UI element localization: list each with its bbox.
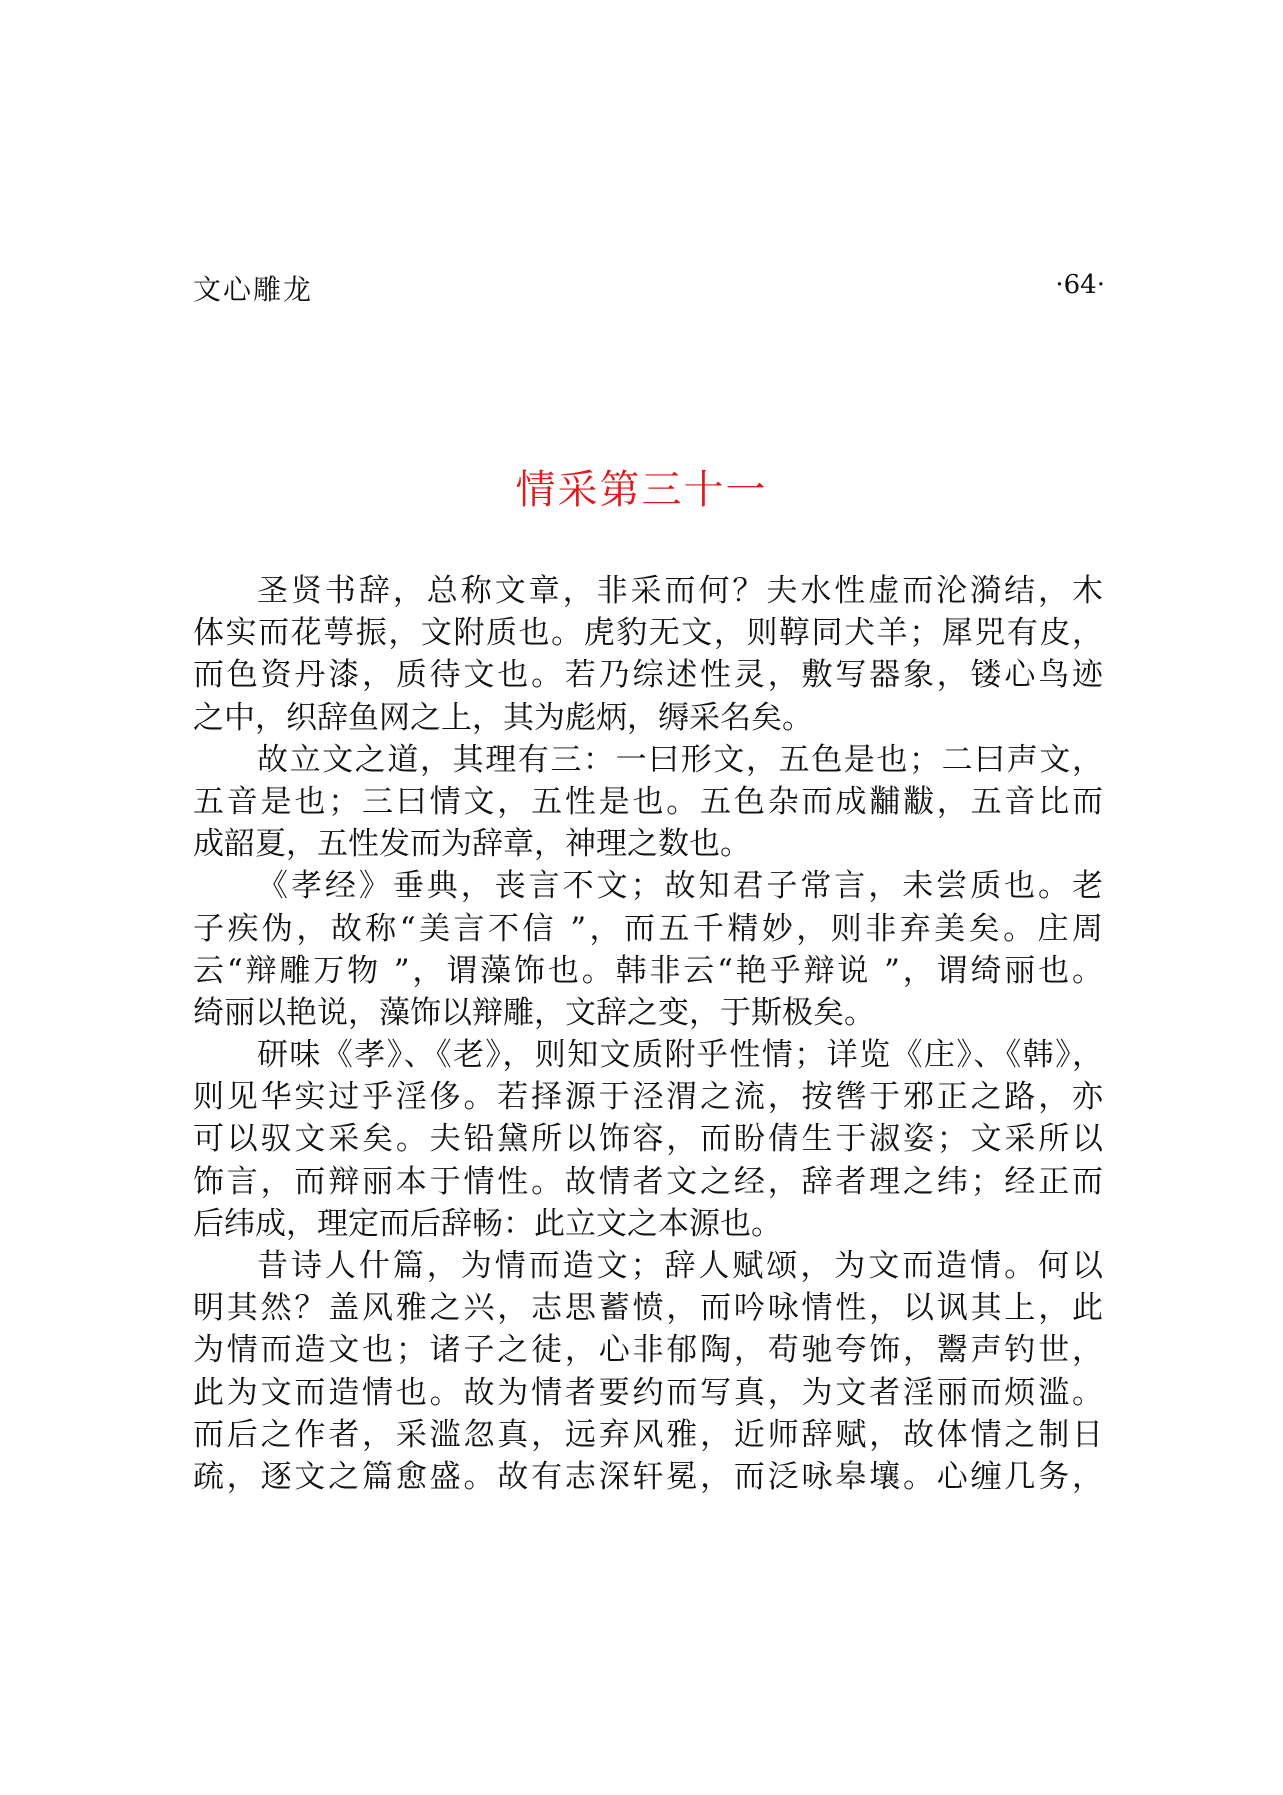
text-line: 疏，逐文之篇愈盛。故有志深轩冕，而泛咏皋壤。心缠几务， xyxy=(193,1458,1103,1495)
text-line: 故立文之道，其理有三：一曰形文，五色是也；二曰声文， xyxy=(257,741,1103,778)
text-line: 而后之作者，采滥忽真，远弃风雅，近师辞赋，故体情之制日 xyxy=(193,1416,1103,1453)
running-head-book-title: 文心雕龙 xyxy=(193,273,314,306)
text-line: 而色资丹漆，质待文也。若乃综述性灵，敷写器象，镂心鸟迹 xyxy=(193,657,1103,694)
text-line: 五音是也；三曰情文，五性是也。五色杂而成黼黻，五音比而 xyxy=(193,783,1103,820)
text-line: 研味《孝》、《老》，则知文质附乎性情；详览《庄》、《韩》， xyxy=(257,1037,1103,1074)
paragraph xyxy=(193,739,1103,866)
paragraph xyxy=(193,1034,1103,1245)
text-line: 绮丽以艳说，藻饰以辩雕，文辞之变，于斯极矣。 xyxy=(193,994,875,1031)
text-line: 此为文而造情也。故为情者要约而写真，为文者淫丽而烦滥。 xyxy=(193,1374,1103,1411)
paragraph xyxy=(193,1245,1103,1498)
page-number: ·64· xyxy=(1055,270,1105,300)
text-line: 为情而造文也；诸子之徒，心非郁陶，苟驰夸饰，鬻声钓世， xyxy=(193,1332,1103,1369)
text-line: 昔诗人什篇，为情而造文；辞人赋颂，为文而造情。何以 xyxy=(257,1248,1103,1284)
text-line: 饰言，而辩丽本于情性。故情者文之经，辞者理之纬；经正而 xyxy=(193,1163,1103,1200)
text-line: 可以驭文采矣。夫铅黛所以饰容，而盼倩生于淑姿；文采所以 xyxy=(193,1121,1103,1158)
text-line: 之中，织辞鱼网之上，其为彪炳，缛采名矣。 xyxy=(193,699,813,736)
text-line: 圣贤书辞，总称文章，非采而何？夫水性虚而沦漪结，木 xyxy=(257,573,1103,609)
paragraph xyxy=(193,570,1103,739)
text-line: 子疾伪，故称“美言不信 ”，而五千精妙，则非弃美矣。庄周 xyxy=(193,910,1103,947)
paragraph xyxy=(193,865,1103,1034)
text-line: 云“辩雕万物 ”，谓藻饰也。韩非云“艳乎辩说 ”，谓绮丽也。 xyxy=(193,952,1103,989)
body-text xyxy=(193,570,1103,1498)
text-line: 后纬成，理定而后辞畅：此立文之本源也。 xyxy=(193,1205,782,1242)
text-line: 明其然？盖风雅之兴，志思蓄愤，而吟咏情性，以讽其上，此 xyxy=(193,1290,1103,1327)
text-line: 《孝经》垂典，丧言不文；故知君子常言，未尝质也。老 xyxy=(257,868,1103,905)
text-line: 体实而花萼振，文附质也。虎豹无文，则鞟同犬羊；犀兕有皮， xyxy=(193,615,1103,652)
text-line: 成韶夏，五性发而为辞章，神理之数也。 xyxy=(193,826,751,863)
text-line: 则见华实过乎淫侈。若择源于泾渭之流，按辔于邪正之路，亦 xyxy=(193,1079,1103,1116)
chapter-title: 情采第三十一 xyxy=(515,467,768,513)
